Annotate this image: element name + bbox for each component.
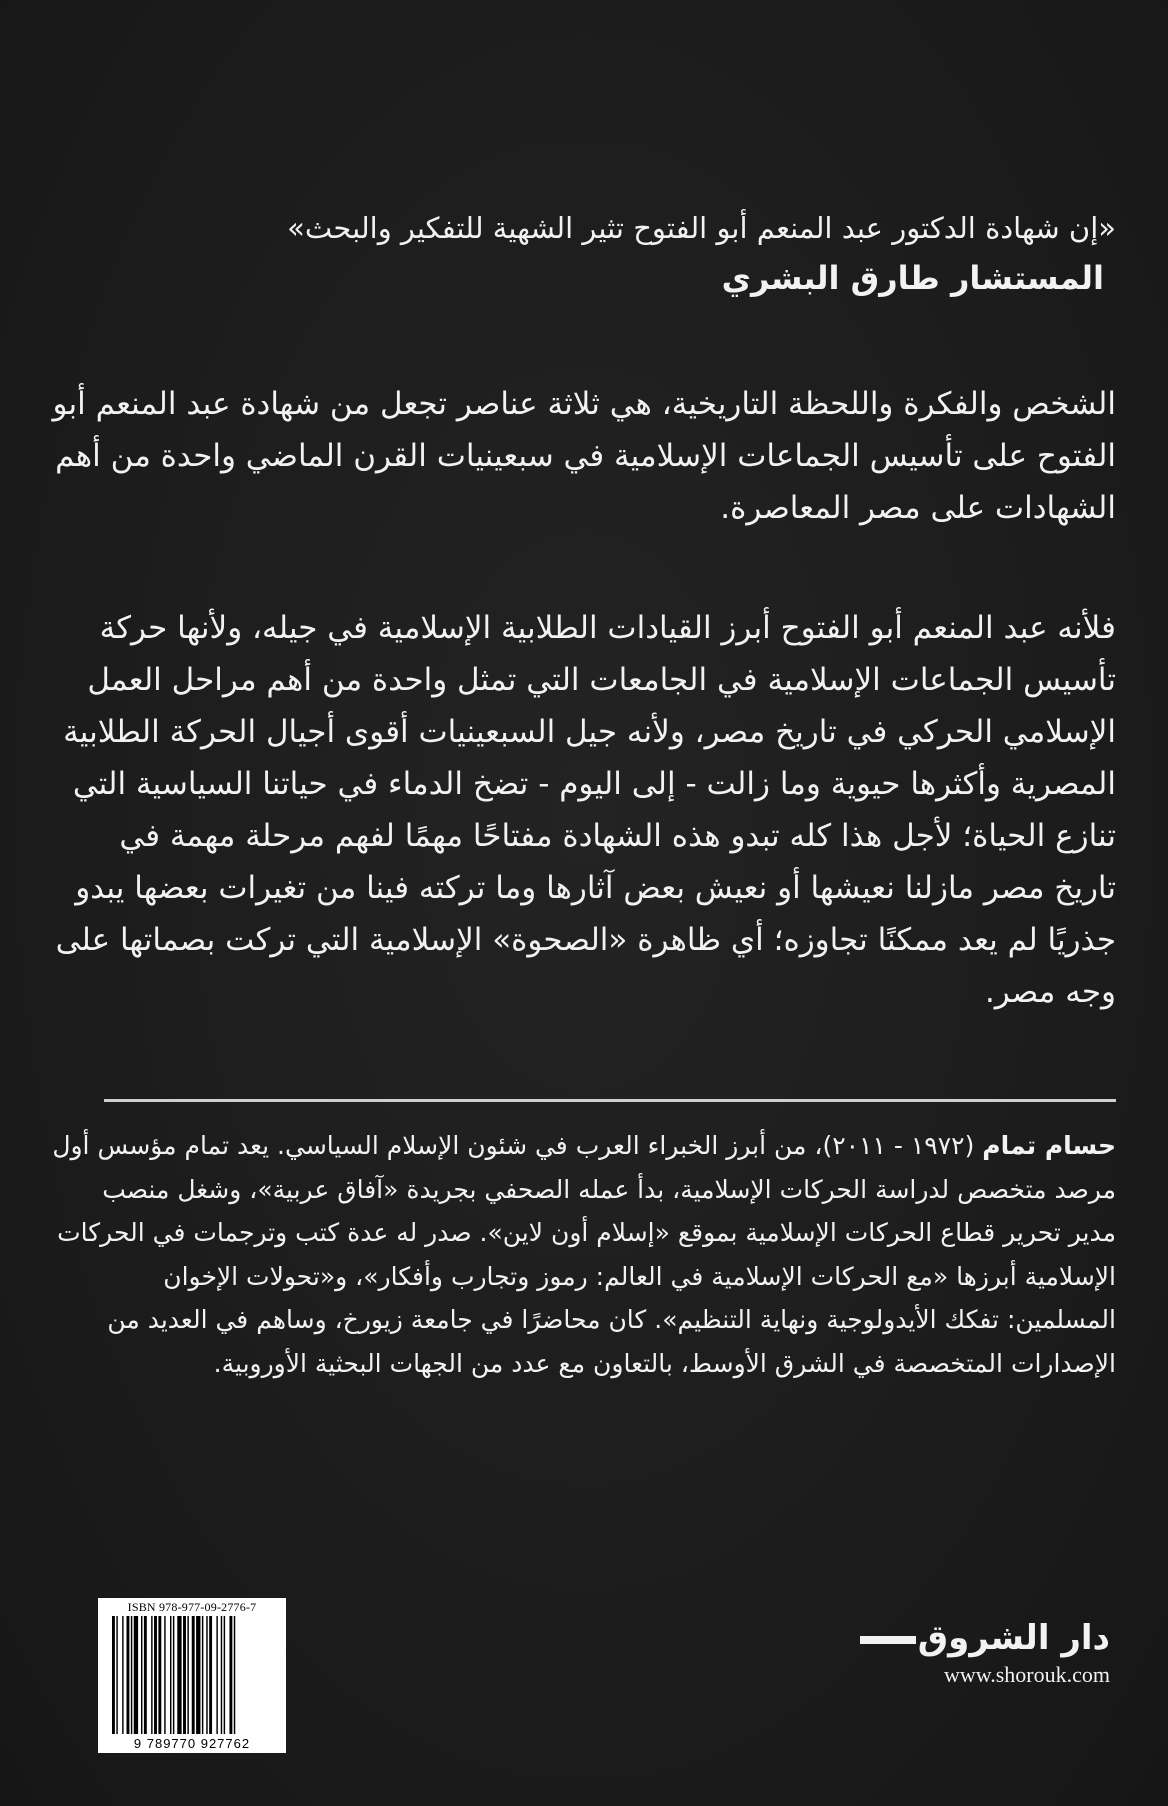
barcode-bar: [202, 1616, 203, 1734]
barcode-bar: [170, 1616, 171, 1734]
barcode-bar: [224, 1616, 225, 1734]
blurb-paragraph-1: [52, 378, 1116, 534]
barcode-bar: [112, 1616, 115, 1734]
barcode-bar: [196, 1616, 200, 1734]
publisher-block: [870, 1618, 1110, 1688]
barcode-bar: [206, 1616, 207, 1734]
barcode-bar: [134, 1616, 138, 1734]
author-bio-body: (١٩٧٢ - ٢٠١١)، من أبرز الخبراء العرب في شئون الإسلام السياسي. يعد تمام مؤسس أول مرصد متخصص لدراسة الحركات الإسلامية، بدأ عمله الصحفي بجريدة «آفاق عربية»، وشغل منصب مدير تحرير قطاع الحركات الإسلامية بموقع «إسلام أون لاين». صدر له عدة كتب وترجمات في الحركات الإسلامية أبرزها «مع الحركات الإسلامية في العالم: رموز وتجارب وأفكار»، و«تحولات الإخوان المسلمين: تفكك الأيدولوجية ونهاية التنظيم». كان محاضرًا في جامعة زيورخ، وساهم في العديد من الإصدارات المتخصصة في الشرق الأوسط، بالتعاون مع عدد من الجهات البحثية الأوروبية.: [52, 1131, 1116, 1378]
barcode-bar: [177, 1616, 181, 1734]
blurb-text: الشخص والفكرة واللحظة التاريخية، هي ثلاثة عناصر تجعل من شهادة عبد المنعم أبو الفتوح على تأسيس الجماعات الإسلامية في سبعينيات القرن الماضي واحدة من أهم الشهادات على مصر المعاصرة.: [52, 386, 1116, 526]
quote-author: المستشار طارق البشري: [721, 259, 1104, 297]
barcode-bar: [209, 1616, 212, 1734]
barcode-bars: [112, 1616, 272, 1734]
blurb-text: فلأنه عبد المنعم أبو الفتوح أبرز القيادات الطلابية الإسلامية في جيله، ولأنها حركة تأسيس الجماعات الإسلامية في الجامعات التي تمثل واحدة من أهم مراحل العمل الإسلامي الحركي في تاريخ مصر، ولأنه جيل السبعينيات أقوى أجيال الحركة الطلابية المصرية وأكثرها حيوية وما زالت - إلى اليوم - تضخ الدماء في حياتنا السياسية التي تنازع الحياة؛ لأجل هذا كله تبدو هذه الشهادة مفتاحًا مهمًا لفهم مرحلة مهمة في تاريخ مصر مازلنا نعيشها أو نعيش بعض آثارها وما تركته فينا من تغيرات بعضها يبدو جذريًا لم يعد ممكنًا تجاوزه؛ أي ظاهرة «الصحوة» الإسلامية التي تركت بصماتها على وجه مصر.: [55, 610, 1116, 1010]
barcode-bar: [229, 1616, 232, 1734]
barcode-bar: [144, 1616, 147, 1734]
barcode-bar: [192, 1616, 195, 1734]
barcode-bar: [216, 1616, 217, 1734]
barcode-bar: [154, 1616, 157, 1734]
publisher-logo: [870, 1618, 1110, 1658]
author-bio-text: [52, 1124, 1116, 1385]
barcode-bar: [116, 1616, 117, 1734]
barcode-bar: [127, 1616, 130, 1734]
endorsement-quote: [56, 205, 1116, 297]
publisher-website: www.shorouk.com: [944, 1662, 1110, 1687]
barcode-bar: [122, 1616, 123, 1734]
barcode-bar: [151, 1616, 152, 1734]
barcode-bar: [234, 1616, 235, 1734]
barcode-bar: [141, 1616, 142, 1734]
isbn-label: ISBN 978-977-09-2776-7: [127, 1600, 257, 1614]
author-bio: [52, 1124, 1116, 1385]
barcode-bar: [183, 1616, 186, 1734]
barcode-bar: [187, 1616, 188, 1734]
barcode-bar: [131, 1616, 132, 1734]
isbn-barcode: [98, 1598, 286, 1753]
barcode-bar: [173, 1616, 174, 1734]
publisher-name: دار الشروق: [917, 1618, 1110, 1658]
barcode-bar: [158, 1616, 161, 1734]
barcode-bar: [164, 1616, 165, 1734]
barcode-bar: [221, 1616, 222, 1734]
barcode-digits: 9 789770 927762: [133, 1736, 251, 1751]
section-divider: [104, 1099, 1116, 1102]
publisher-logo-bar: [860, 1636, 916, 1644]
blurb-paragraph-2: [52, 602, 1116, 1018]
author-name: حسام تمام: [982, 1131, 1116, 1160]
quote-text: «إن شهادة الدكتور عبد المنعم أبو الفتوح تثير الشهية للتفكير والبحث»: [287, 211, 1116, 245]
